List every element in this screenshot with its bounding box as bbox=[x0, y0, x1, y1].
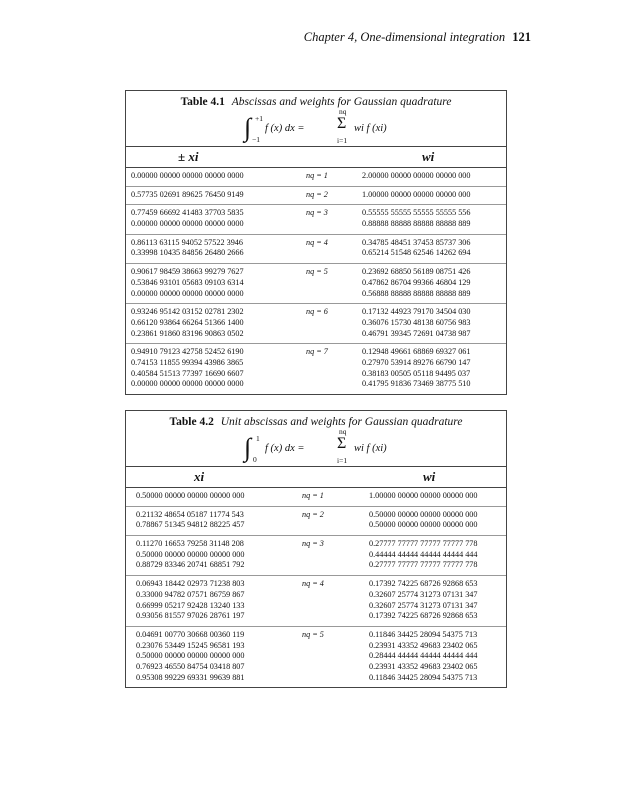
summand: wi f (xi) bbox=[354, 443, 387, 454]
abscissa-value: 0.66120 93864 66264 51366 1400 bbox=[131, 317, 244, 327]
weight-value: 0.23931 43352 49683 23402 065 bbox=[369, 640, 478, 650]
table-row bbox=[126, 318, 506, 329]
weight-value: 0.32607 25774 31273 07131 347 bbox=[369, 589, 478, 599]
abscissa-value: 0.06943 18442 02973 71238 803 bbox=[136, 579, 245, 589]
table-row bbox=[126, 208, 506, 219]
quadrature-group bbox=[126, 235, 506, 264]
point-count-label: nq = 3 bbox=[306, 208, 328, 218]
table-row bbox=[126, 662, 506, 673]
table-row bbox=[126, 219, 506, 230]
abscissa-value: 0.04691 00770 30668 00360 119 bbox=[136, 629, 245, 639]
weight-value: 0.50000 00000 00000 00000 000 bbox=[369, 509, 478, 519]
abscissa-value: 0.11270 16653 79258 31148 208 bbox=[136, 539, 244, 549]
quadrature-group bbox=[126, 304, 506, 344]
quadrature-group bbox=[126, 576, 506, 627]
table-row bbox=[126, 510, 506, 521]
table-row bbox=[126, 358, 506, 369]
abscissa-value: 0.94910 79123 42758 52452 6190 bbox=[131, 347, 244, 357]
table-label: Table 4.1 bbox=[180, 96, 225, 108]
abscissa-value: 0.57735 02691 89625 76450 9149 bbox=[131, 189, 244, 199]
quadrature-group bbox=[126, 627, 506, 687]
table-row bbox=[126, 590, 506, 601]
weight-value: 0.56888 88888 88888 88888 889 bbox=[362, 288, 471, 298]
abscissa-value: 0.77459 66692 41483 37703 5835 bbox=[131, 208, 244, 218]
table-row bbox=[126, 289, 506, 300]
weight-value: 0.46791 39345 72691 04738 987 bbox=[362, 328, 471, 338]
quadrature-formula bbox=[126, 107, 506, 146]
abscissa-value: 0.88729 83346 20741 68851 792 bbox=[136, 560, 245, 570]
table-row bbox=[126, 278, 506, 289]
weight-value: 0.28444 44444 44444 44444 444 bbox=[369, 651, 478, 661]
abscissa-value: 0.23861 91860 83196 90863 0502 bbox=[131, 328, 244, 338]
table-row bbox=[126, 601, 506, 612]
weight-value: 0.44444 44444 44444 44444 444 bbox=[369, 549, 478, 559]
weight-value: 0.34785 48451 37453 85737 306 bbox=[362, 237, 471, 247]
weight-value: 0.38183 00505 05118 94495 037 bbox=[362, 368, 471, 378]
sum-lower: i=1 bbox=[337, 136, 348, 145]
weight-value: 0.17132 44923 79170 34504 030 bbox=[362, 307, 471, 317]
header-weight: wi bbox=[422, 149, 435, 164]
weight-value: 0.23931 43352 49683 23402 065 bbox=[369, 661, 478, 671]
abscissa-value: 0.33000 94782 07571 86759 867 bbox=[136, 589, 245, 599]
summand: wi f (xi) bbox=[354, 123, 387, 134]
abscissa-value: 0.86113 63115 94052 57522 3946 bbox=[131, 237, 243, 247]
weight-value: 0.47862 86704 99366 46804 129 bbox=[362, 277, 471, 287]
upper-limit: 1 bbox=[256, 434, 260, 443]
page-number: 121 bbox=[512, 30, 531, 44]
table-row bbox=[126, 491, 506, 502]
abscissa-value: 0.23076 53449 15245 96581 193 bbox=[136, 640, 245, 650]
running-head bbox=[304, 30, 531, 45]
table-row bbox=[126, 560, 506, 571]
weight-value: 0.23692 68850 56189 08751 426 bbox=[362, 267, 471, 277]
integrand: f (x) dx = bbox=[265, 123, 305, 134]
table-row bbox=[126, 190, 506, 201]
sigma-sign: Σ bbox=[337, 435, 347, 452]
weight-value: 0.36076 15730 48138 60756 983 bbox=[362, 317, 471, 327]
table-row bbox=[126, 550, 506, 561]
point-count-label: nq = 2 bbox=[306, 189, 328, 199]
table-caption bbox=[126, 416, 506, 428]
table-title: Unit abscissas and weights for Gaussian quadrature bbox=[220, 416, 463, 428]
table-body bbox=[126, 168, 506, 394]
table-row bbox=[126, 238, 506, 249]
weight-value: 0.55555 55555 55555 55555 556 bbox=[362, 208, 471, 218]
weight-value: 0.11846 34425 28094 54375 713 bbox=[369, 629, 478, 639]
weight-value: 0.41795 91836 73469 38775 510 bbox=[362, 379, 471, 389]
point-count-label: nq = 6 bbox=[306, 307, 328, 317]
sum-lower: i=1 bbox=[337, 456, 348, 465]
point-count-label: nq = 1 bbox=[302, 491, 324, 500]
table-row bbox=[126, 329, 506, 340]
quadrature-group bbox=[126, 507, 506, 536]
column-headers bbox=[126, 146, 506, 168]
integrand: f (x) dx = bbox=[265, 443, 305, 454]
header-abscissa: xi bbox=[194, 469, 205, 484]
sigma-sign: Σ bbox=[337, 115, 347, 132]
weight-value: 0.32607 25774 31273 07131 347 bbox=[369, 600, 478, 610]
quadrature-group bbox=[126, 187, 506, 206]
table-caption bbox=[126, 96, 506, 108]
sum-upper: nq bbox=[339, 427, 347, 436]
weight-value: 0.17392 74225 68726 92868 653 bbox=[369, 611, 478, 621]
abscissa-value: 0.74153 11855 99394 43986 3865 bbox=[131, 357, 244, 367]
abscissa-value: 0.00000 00000 00000 00000 0000 bbox=[131, 379, 244, 389]
table-row bbox=[126, 673, 506, 684]
header-abscissa: ± xi bbox=[178, 149, 199, 164]
abscissa-value: 0.50000 00000 00000 00000 000 bbox=[136, 491, 245, 500]
abscissa-value: 0.90617 98459 38663 99279 7627 bbox=[131, 267, 244, 277]
weight-value: 0.27777 77777 77777 77777 778 bbox=[369, 539, 478, 549]
abscissa-value: 0.93056 81557 97026 28761 197 bbox=[136, 611, 245, 621]
abscissa-value: 0.78867 51345 94812 88225 457 bbox=[136, 520, 245, 530]
table-row bbox=[126, 171, 506, 182]
point-count-label: nq = 5 bbox=[306, 267, 328, 277]
point-count-label: nq = 4 bbox=[302, 579, 324, 589]
weight-value: 0.50000 00000 00000 00000 000 bbox=[369, 520, 478, 530]
lower-limit: −1 bbox=[252, 135, 260, 144]
weight-value: 0.11846 34425 28094 54375 713 bbox=[369, 672, 478, 682]
chapter-title: Chapter 4, One-dimensional integration bbox=[303, 30, 506, 44]
point-count-label: nq = 5 bbox=[302, 629, 324, 639]
quadrature-formula bbox=[126, 427, 506, 466]
abscissa-value: 0.40584 51513 77397 16690 6607 bbox=[131, 368, 244, 378]
abscissa-value: 0.00000 00000 00000 00000 0000 bbox=[131, 171, 244, 180]
weight-value: 1.00000 00000 00000 00000 000 bbox=[369, 491, 478, 500]
quadrature-group bbox=[126, 168, 506, 187]
weight-value: 2.00000 00000 00000 00000 000 bbox=[362, 171, 471, 180]
abscissa-value: 0.50000 00000 00000 00000 000 bbox=[136, 549, 245, 559]
weight-value: 0.27777 77777 77777 77777 778 bbox=[369, 560, 478, 570]
integral-sign: ∫ bbox=[244, 433, 252, 462]
table-body bbox=[126, 488, 506, 687]
weight-value: 0.65214 51548 62546 14262 694 bbox=[362, 248, 471, 258]
abscissa-value: 0.53846 93101 05683 09103 6314 bbox=[131, 277, 244, 287]
abscissa-value: 0.00000 00000 00000 00000 0000 bbox=[131, 288, 244, 298]
table-4-2 bbox=[125, 410, 507, 688]
abscissa-value: 0.93246 95142 03152 02781 2302 bbox=[131, 307, 244, 317]
weight-value: 0.27970 53914 89276 66790 147 bbox=[362, 357, 471, 367]
quadrature-group bbox=[126, 205, 506, 234]
table-row bbox=[126, 611, 506, 622]
table-row bbox=[126, 520, 506, 531]
quadrature-group bbox=[126, 536, 506, 576]
sum-upper: nq bbox=[339, 107, 347, 116]
weight-value: 0.12948 49661 68869 69327 061 bbox=[362, 347, 471, 357]
table-title: Abscissas and weights for Gaussian quadrature bbox=[231, 96, 452, 108]
quadrature-group bbox=[126, 264, 506, 304]
point-count-label: nq = 1 bbox=[306, 171, 328, 180]
weight-value: 0.88888 88888 88888 88888 889 bbox=[362, 219, 471, 229]
table-row bbox=[126, 369, 506, 380]
abscissa-value: 0.50000 00000 00000 00000 000 bbox=[136, 651, 245, 661]
upper-limit: +1 bbox=[255, 114, 263, 123]
table-4-1 bbox=[125, 90, 507, 395]
table-row bbox=[126, 641, 506, 652]
lower-limit: 0 bbox=[253, 455, 257, 464]
abscissa-value: 0.21132 48654 05187 11774 543 bbox=[136, 509, 244, 519]
table-row bbox=[126, 379, 506, 390]
weight-value: 0.17392 74225 68726 92868 653 bbox=[369, 579, 478, 589]
point-count-label: nq = 3 bbox=[302, 539, 324, 549]
abscissa-value: 0.33998 10435 84856 26480 2666 bbox=[131, 248, 244, 258]
point-count-label: nq = 4 bbox=[306, 237, 328, 247]
abscissa-value: 0.00000 00000 00000 00000 0000 bbox=[131, 219, 244, 229]
table-row bbox=[126, 267, 506, 278]
table-row bbox=[126, 347, 506, 358]
abscissa-value: 0.95308 99229 69331 99639 881 bbox=[136, 672, 245, 682]
point-count-label: nq = 2 bbox=[302, 509, 324, 519]
table-row bbox=[126, 630, 506, 641]
abscissa-value: 0.66999 05217 92428 13240 133 bbox=[136, 600, 245, 610]
quadrature-group bbox=[126, 344, 506, 394]
integral-sign: ∫ bbox=[244, 113, 252, 142]
quadrature-group bbox=[126, 488, 506, 507]
point-count-label: nq = 7 bbox=[306, 347, 328, 357]
table-row bbox=[126, 307, 506, 318]
column-headers bbox=[126, 466, 506, 488]
abscissa-value: 0.76923 46550 84754 03418 807 bbox=[136, 661, 245, 671]
weight-value: 1.00000 00000 00000 00000 000 bbox=[362, 189, 471, 199]
table-row bbox=[126, 651, 506, 662]
table-row bbox=[126, 539, 506, 550]
header-weight: wi bbox=[423, 469, 436, 484]
table-row bbox=[126, 579, 506, 590]
table-label: Table 4.2 bbox=[169, 416, 214, 428]
table-row bbox=[126, 248, 506, 259]
